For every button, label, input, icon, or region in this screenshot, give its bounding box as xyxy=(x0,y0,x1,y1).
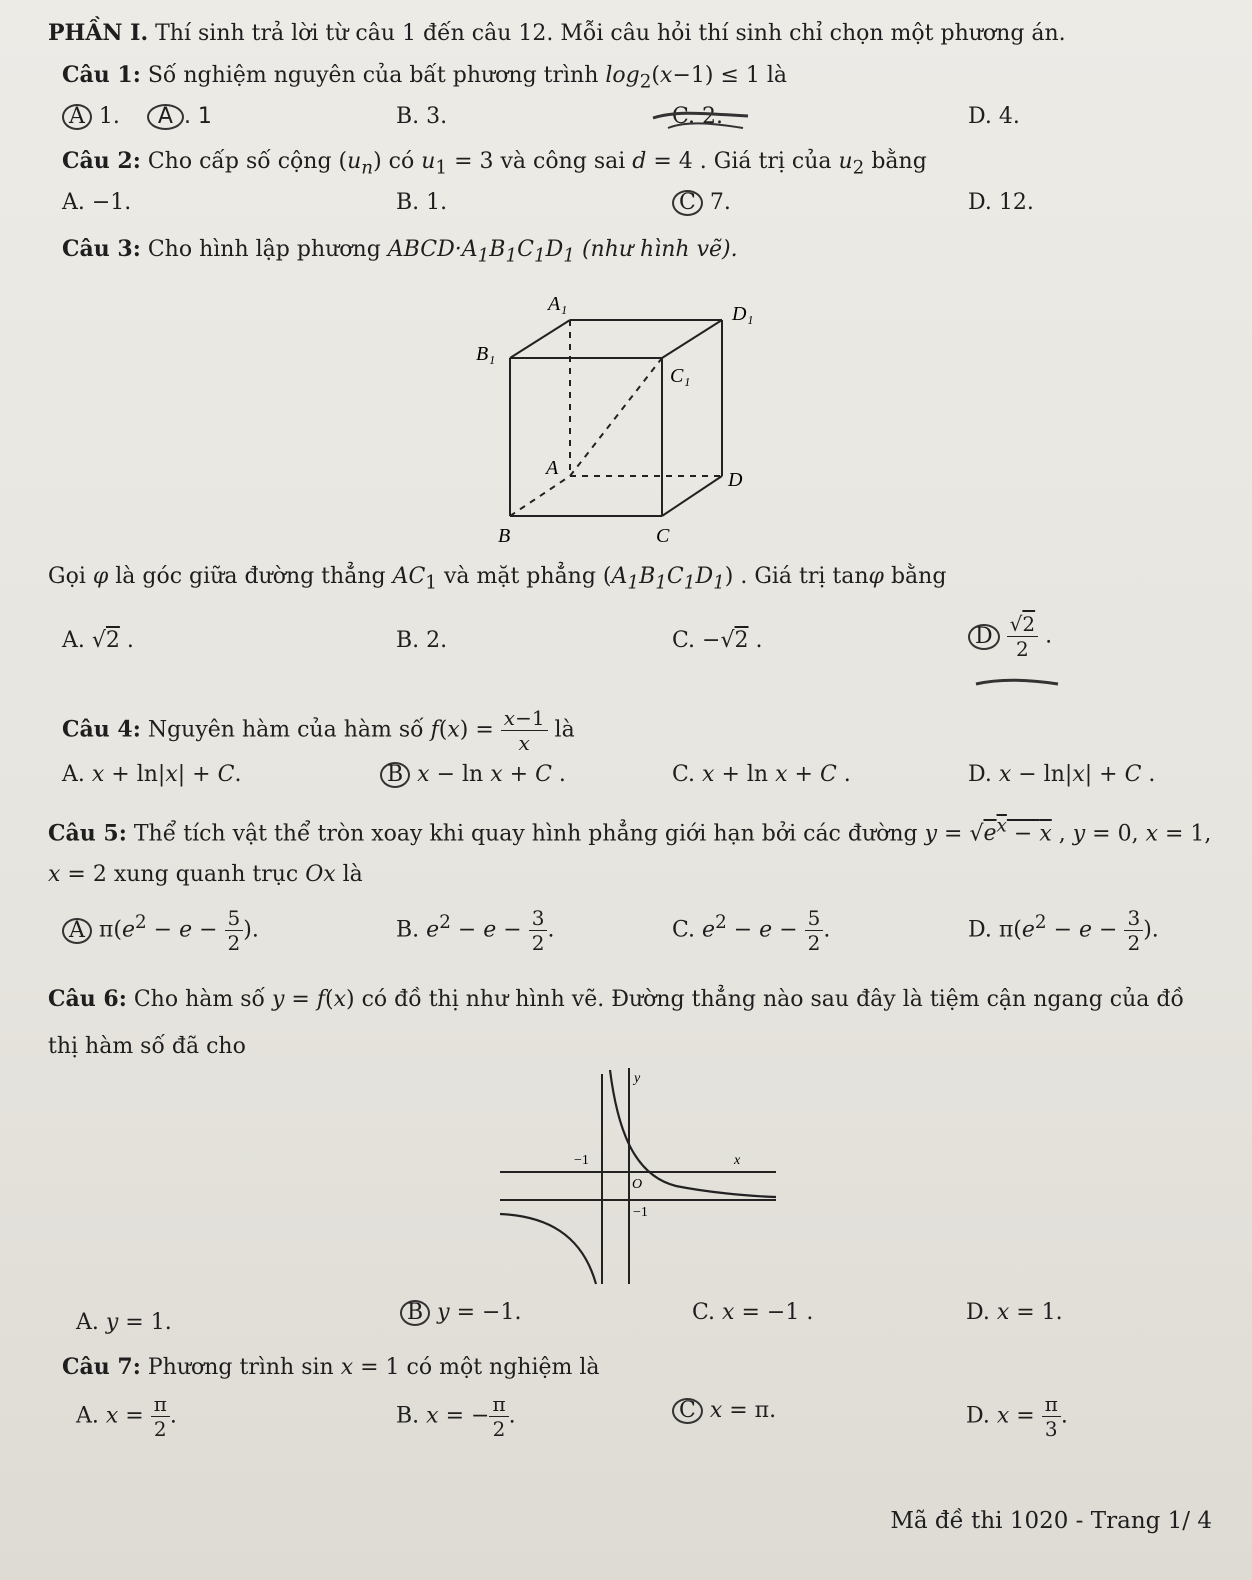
question-6: Câu 6: Cho hàm số y = f(x) có đồ thị như hình vẽ. Đường thẳng nào sau đây là tiệm cận ngang của đồ xyxy=(48,986,1184,1012)
q2-option-c[interactable]: C 7. xyxy=(672,190,731,216)
q7-option-a[interactable]: A. x = $\frac{\pi}{2}$ . xyxy=(76,1392,177,1441)
axis-label-y: y xyxy=(634,1071,641,1086)
q4-option-b[interactable]: B x − ln x + C . xyxy=(380,762,566,788)
label-c1: C₁ xyxy=(670,365,691,387)
q4-option-c[interactable]: C. x + ln x + C . xyxy=(672,762,851,787)
q1-option-c[interactable]: C. 2. xyxy=(672,104,724,129)
question-5-text2: x = 2 xung quanh trục Ox là xyxy=(48,862,363,887)
q4-option-d[interactable]: D. x − ln|x| + C . xyxy=(968,762,1156,787)
axis-label-x: x xyxy=(734,1153,741,1168)
question-5: Câu 5: Thể tích vật thể tròn xoay khi quay hình phẳng giới hạn bởi các đường $y = √e^x - x$ , y = 0, x = 1, xyxy=(48,816,1212,847)
q1-option-a[interactable]: A 1. A . 1 xyxy=(62,104,212,130)
q7-option-d[interactable]: D. x = $\frac{\pi}{3}$ . xyxy=(966,1392,1068,1441)
label-c: C xyxy=(656,525,670,547)
question-3-text2: Gọi φ là góc giữa đường thẳng $AC_1$ và mặt phẳng $(A_1B_1C_1D_1)$ . Giá trị tanφ bằng xyxy=(48,564,947,594)
tick-label-x-neg1: −1 xyxy=(574,1153,589,1168)
page-footer: Mã đề thi 1020 - Trang 1/ 4 xyxy=(890,1508,1212,1534)
q3-option-a[interactable]: A. √2 . xyxy=(62,628,134,653)
label-d: D xyxy=(728,469,743,491)
q6-option-d[interactable]: D. x = 1. xyxy=(966,1300,1063,1325)
label-a1: A₁ xyxy=(548,293,568,315)
question-2: Câu 2: Cho cấp số cộng $(u_n)$ có $u_1 = 3$ và công sai d = 4 . Giá trị của $u_2$ bằng xyxy=(62,148,927,179)
label-d1: D₁ xyxy=(732,303,754,325)
question-7: Câu 7: Phương trình sin x = 1 có một nghiệm là xyxy=(62,1354,600,1380)
q1-option-d[interactable]: D. 4. xyxy=(968,104,1020,129)
label-b: B xyxy=(498,525,511,547)
origin-label: O xyxy=(632,1177,643,1192)
q6-option-b[interactable]: B y = −1. xyxy=(400,1300,521,1326)
question-4: Câu 4: Nguyên hàm của hàm số f(x) = $\frac{x-1}{x}$ là xyxy=(62,706,575,755)
q5-option-c[interactable]: C. $e^2 - e$ − $\frac{5}{2}$ . xyxy=(672,906,831,955)
q7-option-c[interactable]: C x = π. xyxy=(672,1398,776,1424)
underline-mark xyxy=(972,676,1062,692)
label-b1: B₁ xyxy=(476,343,496,365)
question-6-text2: thị hàm số đã cho xyxy=(48,1034,246,1059)
q2-option-a[interactable]: A. −1. xyxy=(62,190,132,215)
q1-option-b[interactable]: B. 3. xyxy=(396,104,448,129)
function-graph xyxy=(496,1064,786,1290)
label-a: A xyxy=(546,457,559,479)
q3-option-d[interactable]: D $\frac{√2}{2}$ . xyxy=(968,612,1052,661)
q6-option-a[interactable]: A. y = 1. xyxy=(76,1310,172,1335)
q2-option-d[interactable]: D. 12. xyxy=(968,190,1034,215)
question-3: Câu 3: Cho hình lập phương $ABCD\cdot A_1B_1C_1D_1$ (như hình vẽ). xyxy=(62,236,738,267)
strike-mark xyxy=(648,106,758,136)
part-heading: PHẦN I. Thí sinh trả lời từ câu 1 đến câu 12. Mỗi câu hỏi thí sinh chỉ chọn một phương án. xyxy=(48,20,1066,46)
q4-option-a[interactable]: A. x + ln|x| + C. xyxy=(62,762,242,787)
tick-label-y-neg1: −1 xyxy=(633,1205,648,1220)
q6-option-c[interactable]: C. x = −1 . xyxy=(692,1300,814,1325)
q5-option-d[interactable]: D. $\pi(e^2 - e$ − $\frac{3}{2}$ ). xyxy=(968,906,1159,955)
q3-option-c[interactable]: C. −√2 . xyxy=(672,628,763,653)
question-1: Câu 1: Số nghiệm nguyên của bất phương trình $\log_2(x-1) \le 1$ là xyxy=(62,62,788,93)
q7-option-b[interactable]: B. x = − $\frac{\pi}{2}$ . xyxy=(396,1392,516,1441)
q2-option-b[interactable]: B. 1. xyxy=(396,190,448,215)
q5-option-a[interactable]: A $\pi(e^2 - e$ − $\frac{5}{2}$ ). xyxy=(62,906,259,955)
cube-figure xyxy=(470,280,790,550)
q5-option-b[interactable]: B. $e^2 - e$ − $\frac{3}{2}$ . xyxy=(396,906,555,955)
q3-option-b[interactable]: B. 2. xyxy=(396,628,448,653)
